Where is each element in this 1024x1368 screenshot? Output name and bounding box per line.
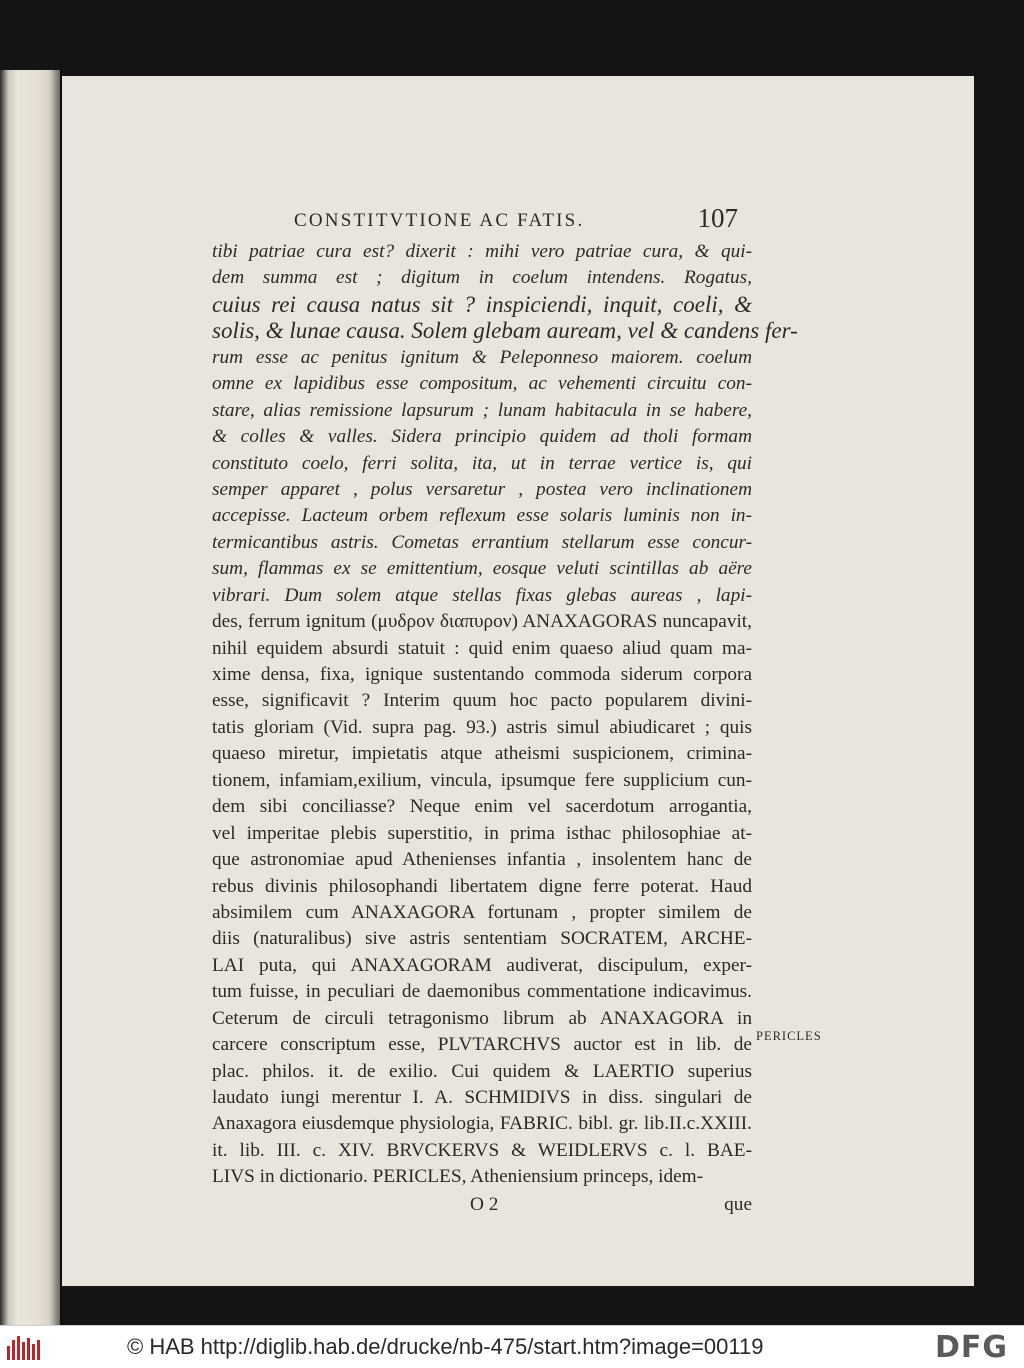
text-line: solis, & lunae causa. Solem glebam auream, vel & candens fer-: [212, 318, 798, 344]
text-line: termicantibus astris. Cometas errantium stellarum esse concur-: [212, 531, 752, 553]
text-line: sum, flammas ex se emittentium, eosque veluti scintillas ab aëre: [212, 558, 752, 580]
text-line: diis (naturalibus) sive astris sententiam SOCRATEM, ARCHE-: [212, 928, 752, 950]
margin-note: PERICLES: [756, 1029, 822, 1043]
body-text: [212, 239, 798, 1191]
text-line: rebus divinis philosophandi libertatem digne ferre poterat. Haud: [212, 875, 752, 897]
text-line: laudato iungi merentur I. A. SCHMIDIVS in diss. singulari de: [212, 1087, 752, 1108]
text-line: tatis gloriam (Vid. supra pag. 93.) astris simul abiudicaret ; quis: [212, 716, 752, 738]
text-line: dem summa est ; digitum in coelum intendens. Rogatus,: [212, 267, 752, 289]
text-line: LIVS in dictionario. PERICLES, Atheniensium princeps, idem-: [212, 1166, 704, 1188]
text-line: plac. philos. it. de exilio. Cui quidem & LAERTIO superius: [212, 1060, 752, 1082]
text-line: quaeso miretur, impietatis atque atheismi suspicionem, crimina-: [212, 743, 752, 765]
text-line: Anaxagora eiusdemque physiologia, FABRIC. bibl. gr. lib.II.c.XXIII.: [212, 1113, 752, 1135]
text-line: semper apparet , polus versaretur , postea vero inclinationem: [212, 478, 752, 500]
text-line: LAI puta, qui ANAXAGORAM audiverat, discipulum, exper-: [212, 954, 752, 976]
text-line: it. lib. III. c. XIV. BRVCKERVS & WEIDLERVS c. l. BAE-: [212, 1139, 752, 1161]
page-footer: [212, 1192, 752, 1218]
hab-logo-icon: [7, 1334, 41, 1360]
text-line: tum fuisse, in peculiari de daemonibus commentatione indicavimus.: [212, 981, 752, 1003]
running-head: [294, 196, 738, 232]
page-number: 107: [697, 203, 738, 233]
text-line: constituto coelo, ferri solita, ita, ut in terrae vertice is, qui: [212, 452, 752, 474]
viewer-footer-bar: [0, 1325, 1024, 1368]
running-title: CONSTITVTIONE AC FATIS.: [294, 210, 585, 231]
text-line: dem sibi conciliasse? Neque enim vel sacerdotum arrogantia,: [212, 796, 752, 818]
text-line: vibrari. Dum solem atque stellas fixas glebas aureas , lapi-: [212, 584, 752, 606]
text-line: esse, significavit ? Interim quum hoc pacto popularem divini-: [212, 690, 752, 712]
text-line: que astronomiae apud Athenienses infantia , insolentem hanc de: [212, 849, 752, 871]
copyright-link[interactable]: © HAB http://diglib.hab.de/drucke/nb-475/start.htm?image=00119: [127, 1334, 764, 1359]
dfg-logo: DFG: [934, 1329, 1008, 1365]
text-line: des, ferrum ignitum (μυδρον διαπυρον) ANAXAGORAS nuncapavit,: [212, 611, 752, 633]
text-line: nihil equidem absurdi statuit : quid enim quaeso aliud quam ma-: [212, 637, 752, 659]
text-line: tibi patriae cura est? dixerit : mihi vero patriae cura, & qui-: [212, 241, 752, 262]
text-line: cuius rei causa natus sit ? inspiciendi, inquit, coeli, &: [212, 291, 752, 317]
text-line: omne ex lapidibus esse compositum, ac vehementi circuitu con-: [212, 373, 752, 395]
text-line: absimilem cum ANAXAGORA fortunam , propter similem de: [212, 901, 752, 923]
text-line: tionem, infamiam,exilium, vincula, ipsumque fere supplicium cun-: [212, 769, 752, 791]
text-line: xime densa, fixa, ignique sustentando commoda siderum corpora: [212, 664, 752, 685]
page-text-block: [212, 196, 798, 1218]
text-line: vel imperitae plebis superstitio, in prima isthac philosophiae at-: [212, 822, 752, 844]
catchword: que: [724, 1193, 752, 1215]
text-line: Ceterum de circuli tetragonismo librum ab ANAXAGORA in: [212, 1007, 752, 1029]
text-line: rum esse ac penitus ignitum & Peleponneso maiorem. coelum: [212, 346, 752, 368]
signature-mark: O 2: [470, 1193, 499, 1215]
gutter-shadow: [48, 70, 62, 1325]
text-line: carcere conscriptum esse, PLVTARCHVS auctor est in lib. de: [212, 1034, 752, 1056]
text-line: stare, alias remissione lapsurum ; lunam habitacula in se habere,: [212, 399, 752, 421]
text-line: accepisse. Lacteum orbem reflexum esse solaris luminis non in-: [212, 505, 752, 527]
text-line: & colles & valles. Sidera principio quidem ad tholi formam: [212, 426, 752, 448]
